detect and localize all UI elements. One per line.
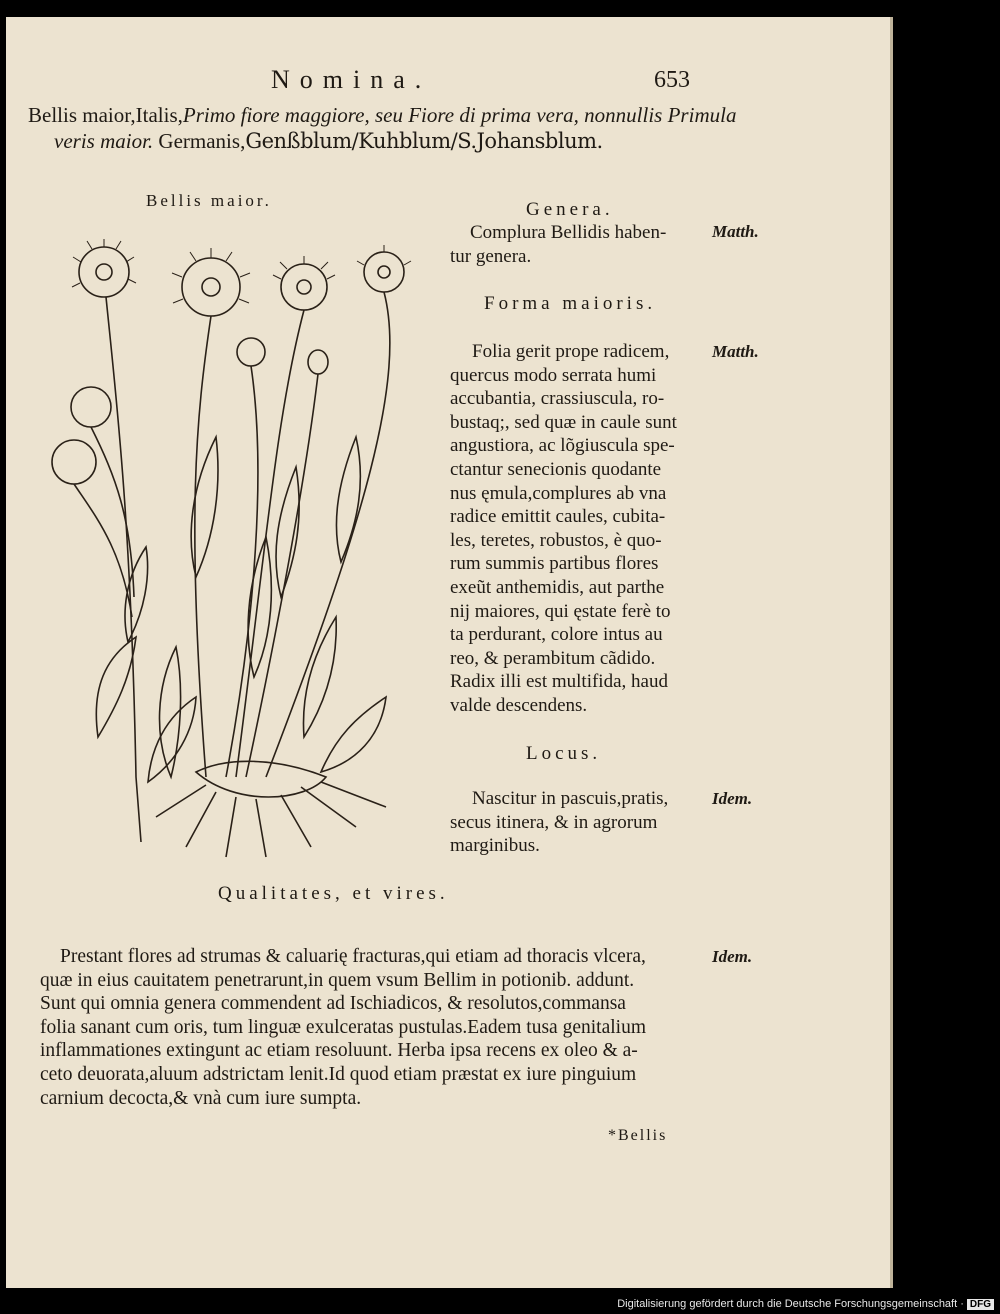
- text-line: marginibus.: [450, 835, 540, 857]
- text-line: valde descendens.: [450, 694, 588, 716]
- text-line: Radix illi est multifida, haud: [450, 671, 668, 693]
- text-line: radice emittit caules, cubita-: [450, 506, 666, 528]
- footer-text: Digitalisierung gefördert durch die Deutsche Forschungsgemeinschaft ·: [617, 1298, 964, 1310]
- text-line: exeũt anthemidis, aut parthe: [450, 576, 665, 598]
- nomina-primula-name: veris maior.: [54, 129, 154, 153]
- text-line: carnium decocta,& vnà cum iure sumpta.: [40, 1087, 362, 1109]
- text-line: Folia gerit prope radicem,: [472, 341, 670, 362]
- qualitates-text: [40, 945, 740, 1110]
- forma-margin-note: Matth.: [712, 342, 759, 361]
- text-line: tur genera.: [450, 245, 532, 267]
- text-line: secus itinera, & in agrorum: [450, 811, 658, 833]
- text-line: ta perdurant, colore intus au: [450, 624, 663, 646]
- qualitates-margin-note: Idem.: [712, 947, 753, 966]
- running-head: Nomina.: [271, 65, 432, 94]
- book-page: [6, 17, 893, 1288]
- figure-caption: Bellis maior.: [146, 191, 272, 210]
- text-line: ceto deuorata,aluum adstrictam lenit.Id quod etiam præstat ex iure pinguium: [40, 1063, 637, 1085]
- forma-text: [450, 340, 677, 718]
- text-line: quercus modo serrata humi: [450, 364, 657, 386]
- nomina-italian-names: Primo fiore maggiore, seu Fiore di prima vera, nonnullis Primula: [182, 103, 737, 127]
- text-line: ctantur senecionis quodante: [450, 458, 662, 480]
- text-line: angustiora, ac lõgiuscula spe-: [450, 435, 675, 457]
- genera-heading: Genera.: [526, 199, 614, 220]
- text-line: Complura Bellidis haben-: [470, 222, 667, 243]
- nomina-line-2: [54, 129, 603, 154]
- nomina-latin-name: Bellis maior,Italis,: [28, 103, 183, 127]
- qualitates-heading: Qualitates, et vires.: [218, 883, 449, 904]
- locus-heading: Locus.: [526, 743, 602, 764]
- text-line: les, teretes, robustos, è quo-: [450, 529, 662, 551]
- text-line: folia sanant cum oris, tum linguæ exulceratas pustulas.Eadem tusa genitalium: [40, 1016, 646, 1038]
- nomina-german-names: Genßblum/Kuhblum/S.Johansblum.: [245, 129, 603, 153]
- text-line: nij maiores, qui ęstate ferè to: [450, 600, 671, 622]
- text-line: bustaq;, sed quæ in caule sunt: [450, 411, 677, 433]
- dfg-logo: DFG: [967, 1299, 994, 1310]
- woodcut-plant-illustration: [36, 217, 431, 867]
- nomina-line-1: [28, 103, 736, 128]
- text-line: quæ in eius cauitatem penetrarunt,in quem vsum Bellim in potionib. addunt.: [40, 969, 635, 991]
- text-line: accubantia, crassiuscula, ro-: [450, 388, 665, 410]
- forma-heading: Forma maioris.: [484, 293, 657, 314]
- text-line: Sunt qui omnia genera commendent ad Ischiadicos, & resolutos,commansa: [40, 993, 626, 1015]
- nomina-germanis-label: Germanis,: [158, 129, 246, 153]
- page-number: 653: [654, 67, 690, 93]
- genera-margin-note: Matth.: [712, 222, 759, 241]
- text-line: inflammationes extingunt ac etiam resoluunt. Herba ipsa recens ex oleo & a-: [40, 1040, 638, 1062]
- text-line: Nascitur in pascuis,pratis,: [472, 788, 669, 809]
- genera-text: [450, 221, 667, 268]
- text-line: nus ęmula,complures ab vna: [450, 482, 667, 504]
- locus-margin-note: Idem.: [712, 789, 753, 808]
- footer-credit: [617, 1298, 994, 1310]
- text-line: Prestant flores ad strumas & caluarię fracturas,qui etiam ad thoracis vlcera,: [60, 946, 646, 967]
- text-line: reo, & perambitum cãdido.: [450, 647, 656, 669]
- catchword: *Bellis: [608, 1127, 668, 1144]
- text-line: rum summis partibus flores: [450, 553, 659, 575]
- locus-text: [450, 787, 668, 858]
